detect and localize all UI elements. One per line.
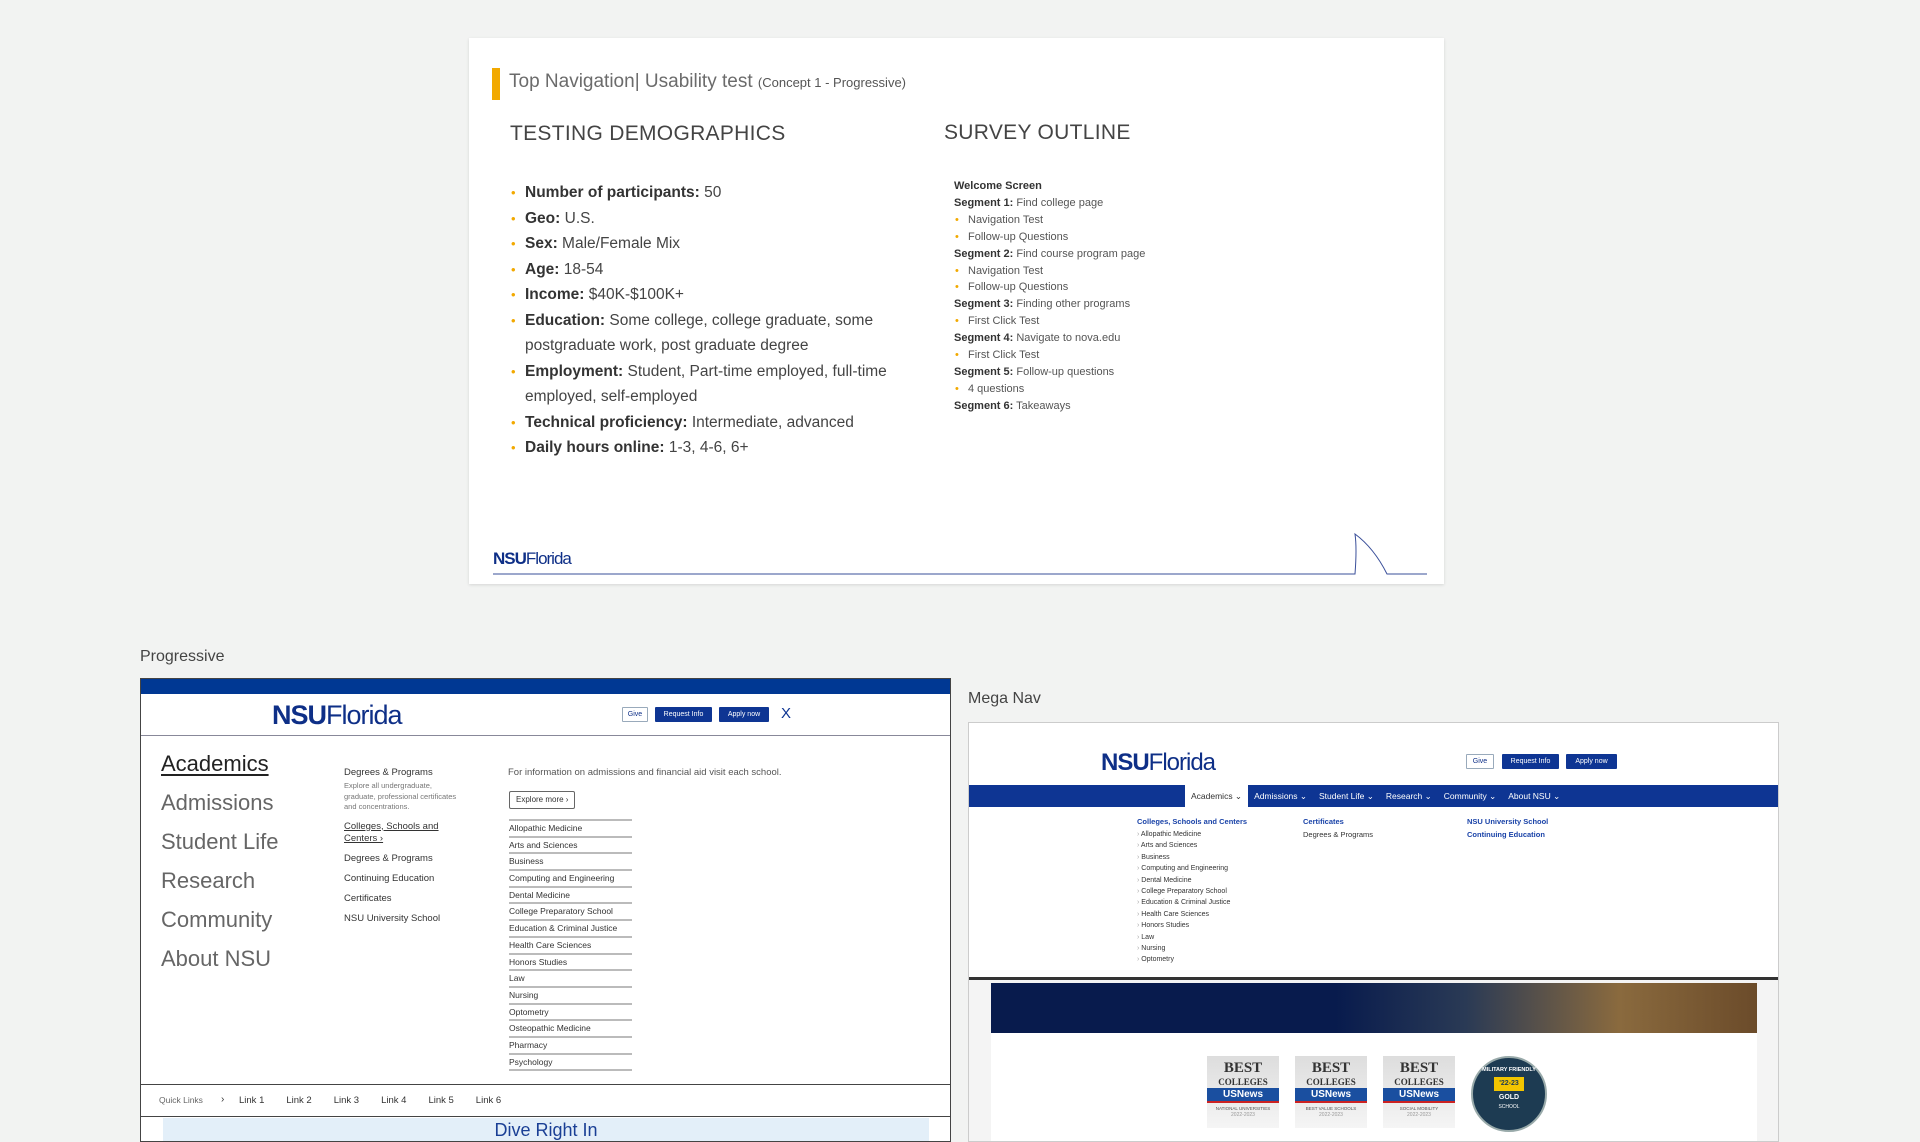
outline-item: [954, 279, 1145, 296]
outline-label: Segment 4:: [954, 332, 1014, 345]
demographic-value: 18-54: [559, 260, 604, 278]
nav-tab[interactable]: Student Life ⌄: [1319, 791, 1374, 801]
school-link[interactable]: Optometry: [509, 1005, 632, 1022]
school-link[interactable]: › Honors Studies: [1137, 921, 1230, 932]
awards-section: [991, 1033, 1757, 1142]
slide-title-text: Top Navigation| Usability test: [509, 71, 753, 92]
badge-year: 2022-2023: [1231, 1112, 1255, 1118]
main-nav-item-research[interactable]: Research: [161, 868, 256, 893]
school-link[interactable]: Osteopathic Medicine: [509, 1021, 632, 1038]
badge-top: BEST: [1311, 1060, 1351, 1076]
demographic-label: Income:: [525, 286, 585, 303]
submenu-link[interactable]: NSU University School: [344, 912, 441, 924]
info-text: For information on admissions and financial aid visit each school.: [508, 767, 782, 778]
demographic-value: Male/Female Mix: [557, 235, 681, 252]
submenu-link[interactable]: Continuing Education: [344, 872, 435, 884]
school-link[interactable]: › Optometry: [1137, 955, 1230, 966]
demographic-value: Student, Part-time employed, full-time employed, self-employed: [525, 362, 887, 405]
school-link[interactable]: Health Care Sciences: [509, 938, 632, 955]
badge-top: BEST: [1223, 1060, 1263, 1076]
submenu-column: [344, 767, 464, 933]
school-link[interactable]: › College Preparatory School: [1137, 887, 1230, 898]
mega-nav-label: Mega Nav: [968, 690, 1041, 707]
continuing-education-link[interactable]: Continuing Education: [1467, 830, 1545, 839]
slide-title: [509, 71, 906, 93]
badge-sub: NATIONAL UNIVERSITIES: [1215, 1106, 1271, 1111]
nav-tab[interactable]: Research ⌄: [1385, 791, 1432, 801]
top-nav-bar: [969, 785, 1779, 807]
demographics-list: [511, 180, 911, 461]
outline-value: Navigation Test: [968, 264, 1044, 277]
nav-tab[interactable]: Admissions ⌄: [1254, 791, 1308, 801]
military-friendly-badge: [1471, 1056, 1547, 1132]
site-header: [969, 723, 1779, 785]
main-nav-item-about-nsu[interactable]: About NSU: [161, 946, 272, 971]
outline-heading: SURVEY OUTLINE: [944, 121, 1131, 144]
badge-sub: SOCIAL MOBILITY: [1399, 1106, 1439, 1111]
school-link[interactable]: › Dental Medicine: [1137, 876, 1230, 887]
outline-item: [954, 263, 1145, 280]
school-link[interactable]: › Allopathic Medicine: [1137, 830, 1230, 841]
slide-title-note: (Concept 1 - Progressive): [757, 75, 907, 90]
submenu-links: [344, 821, 464, 925]
school-link[interactable]: › Nursing: [1137, 944, 1230, 955]
quick-link[interactable]: Link 6: [475, 1095, 502, 1106]
nav-tab[interactable]: About NSU ⌄: [1508, 791, 1561, 801]
logo-bold: NSU: [272, 700, 327, 730]
demographic-label: Number of participants:: [525, 184, 700, 201]
outline-value: Follow-up Questions: [968, 281, 1069, 294]
school-link[interactable]: Arts and Sciences: [509, 838, 632, 855]
outline-item: [954, 398, 1145, 415]
outline-item: [954, 313, 1145, 330]
badge-top: BEST: [1399, 1060, 1439, 1076]
outline-item: [954, 296, 1145, 313]
quick-link[interactable]: Link 5: [428, 1095, 454, 1106]
outline-value: 4 questions: [968, 382, 1025, 395]
badge-year: 2022-2023: [1407, 1112, 1431, 1118]
demographic-item: [511, 410, 911, 436]
title-accent-bar: [492, 68, 500, 100]
explore-more-button[interactable]: Explore more ›: [509, 791, 575, 809]
logo-bold: NSU: [493, 549, 526, 568]
badge-mid: COLLEGES: [1218, 1077, 1268, 1087]
main-nav-item-student-life[interactable]: Student Life: [161, 829, 279, 854]
badge-mid: COLLEGES: [1394, 1077, 1444, 1087]
military-badge-level: GOLD: [1498, 1094, 1520, 1101]
hero-reef-image: [991, 983, 1757, 1033]
nav-tab[interactable]: Academics ⌄: [1185, 785, 1248, 807]
demographic-label: Employment:: [525, 362, 624, 380]
school-link[interactable]: Computing and Engineering: [509, 871, 632, 888]
demographic-item: [511, 435, 911, 461]
outline-label: Segment 3:: [954, 298, 1014, 311]
outline-item: [954, 229, 1145, 246]
top-blue-bar: [141, 679, 951, 694]
main-nav-item-community[interactable]: Community: [161, 907, 273, 932]
quick-link[interactable]: Link 4: [381, 1095, 407, 1106]
school-link[interactable]: › Arts and Sciences: [1137, 841, 1230, 852]
demographic-value: Some college, college graduate, some postgraduate work, post graduate degree: [525, 311, 874, 354]
outline-value: Follow-up questions: [1013, 365, 1115, 378]
outline-value: Navigate to nova.edu: [1013, 332, 1121, 345]
quick-link[interactable]: Link 1: [239, 1095, 265, 1106]
school-link[interactable]: Psychology: [509, 1055, 632, 1072]
give-button[interactable]: Give: [622, 707, 648, 722]
apply-now-button[interactable]: Apply now: [1566, 754, 1617, 769]
us-news-badge: [1383, 1056, 1455, 1128]
badge-brand: USNews: [1383, 1088, 1455, 1103]
demographic-item: [511, 282, 911, 308]
demographic-item: [511, 359, 911, 410]
badge-sub: BEST VALUE SCHOOLS: [1305, 1106, 1357, 1111]
degrees-programs-link[interactable]: Degrees & Programs: [1303, 830, 1374, 839]
survey-outline-list: [954, 178, 1145, 415]
chevron-right-icon: ›: [221, 1094, 225, 1105]
outline-value: First Click Test: [968, 349, 1040, 362]
us-news-badge: [1207, 1056, 1279, 1128]
quick-links-bar: [141, 1084, 951, 1117]
us-news-badge: [1295, 1056, 1367, 1128]
schools-list: [1137, 830, 1230, 967]
demographic-value: $40K-$100K+: [584, 286, 684, 303]
outline-item: [954, 330, 1145, 347]
nsu-logo[interactable]: [1101, 749, 1215, 777]
quick-links-label: Quick Links: [159, 1095, 203, 1105]
main-nav-item-admissions[interactable]: Admissions: [161, 790, 274, 815]
demographic-label: Age:: [525, 260, 560, 278]
logo-light: Florida: [1148, 749, 1216, 776]
demographic-item: [511, 206, 911, 232]
logo-light: Florida: [525, 549, 571, 568]
certificates-link[interactable]: Certificates: [1303, 817, 1344, 826]
give-button[interactable]: Give: [1466, 754, 1494, 769]
submenu-description: Explore all undergraduate, graduate, professional certificates and concentrations.: [344, 781, 457, 811]
request-info-button[interactable]: Request Info: [655, 707, 712, 722]
outline-item: [954, 381, 1145, 398]
school-link[interactable]: › Law: [1137, 933, 1230, 944]
school-link[interactable]: › Computing and Engineering: [1137, 864, 1230, 875]
outline-label: Segment 6:: [954, 399, 1014, 412]
demographic-value: Intermediate, advanced: [687, 413, 854, 431]
school-link[interactable]: Allopathic Medicine: [509, 821, 632, 838]
outline-item: [954, 195, 1145, 212]
demographic-item: [511, 308, 911, 359]
outline-label: Segment 2:: [954, 247, 1014, 260]
school-link[interactable]: Pharmacy: [509, 1038, 632, 1055]
school-link[interactable]: Education & Criminal Justice: [509, 921, 632, 938]
demographic-item: [511, 231, 911, 257]
progressive-nav-mockup: [140, 678, 951, 1142]
military-badge-year: '22-23: [1494, 1077, 1524, 1091]
nav-tab[interactable]: Community ⌄: [1443, 791, 1497, 801]
school-link[interactable]: Dental Medicine: [509, 888, 632, 905]
school-link[interactable]: › Health Care Sciences: [1137, 910, 1230, 921]
demographics-heading: TESTING DEMOGRAPHICS: [510, 122, 786, 145]
demographic-item: [511, 257, 911, 283]
outline-value: Takeaways: [1013, 399, 1071, 412]
military-badge-bottom: SCHOOL: [1498, 1104, 1520, 1110]
nsu-logo[interactable]: [272, 700, 402, 731]
quick-links: [239, 1095, 523, 1107]
mega-nav-mockup: [968, 722, 1779, 1142]
submenu-link[interactable]: Colleges, Schools and Centers ›: [344, 820, 439, 844]
submenu-heading[interactable]: Degrees & Programs: [344, 767, 433, 778]
dive-right-in-banner: Dive Right In: [163, 1118, 929, 1142]
badge-brand: USNews: [1295, 1088, 1367, 1103]
demographic-label: Technical proficiency:: [525, 413, 688, 431]
badge-year: 2022-2023: [1319, 1112, 1343, 1118]
main-nav-item-academics[interactable]: Academics: [161, 751, 269, 776]
military-badge-ring: MILITARY FRIENDLY: [1482, 1067, 1536, 1073]
quick-link[interactable]: Link 2: [286, 1095, 312, 1106]
outline-item: [954, 178, 1145, 195]
demographic-label: Daily hours online:: [525, 439, 665, 456]
outline-item: [954, 212, 1145, 229]
outline-label: Segment 1:: [954, 196, 1014, 209]
badge-mid: COLLEGES: [1306, 1077, 1356, 1087]
footer-fin-line: [469, 528, 1444, 584]
demographic-label: Education:: [525, 311, 606, 329]
outline-value: Find course program page: [1013, 247, 1146, 260]
progressive-label: Progressive: [140, 648, 225, 665]
outline-label: Welcome Screen: [954, 180, 1042, 192]
outline-value: Navigation Test: [968, 213, 1044, 226]
outline-value: First Click Test: [968, 315, 1040, 328]
school-link[interactable]: › Business: [1137, 853, 1230, 864]
col1-heading[interactable]: Colleges, Schools and Centers: [1137, 817, 1248, 826]
outline-item: [954, 364, 1145, 381]
quick-link[interactable]: Link 3: [333, 1095, 360, 1106]
demographic-value: 50: [699, 184, 722, 201]
school-link[interactable]: College Preparatory School: [509, 904, 632, 921]
close-icon[interactable]: X: [781, 705, 792, 722]
school-link[interactable]: Business: [509, 854, 632, 871]
outline-value: Find college page: [1013, 196, 1104, 209]
school-link[interactable]: Honors Studies: [509, 955, 632, 972]
logo-bold: NSU: [1101, 749, 1149, 776]
submenu-link[interactable]: Degrees & Programs: [344, 852, 433, 864]
outline-item: [954, 347, 1145, 364]
outline-item: [954, 246, 1145, 263]
demographic-label: Sex:: [525, 235, 558, 252]
slide-preview: [469, 38, 1444, 584]
school-link[interactable]: › Education & Criminal Justice: [1137, 898, 1230, 909]
school-link[interactable]: Law: [509, 971, 632, 988]
demographic-value: 1-3, 4-6, 6+: [664, 439, 749, 456]
submenu-link[interactable]: Certificates: [344, 892, 392, 904]
outline-label: Segment 5:: [954, 365, 1014, 378]
schools-list: [509, 819, 632, 1071]
apply-now-button[interactable]: Apply now: [719, 707, 769, 722]
demographic-item: [511, 180, 911, 206]
university-school-link[interactable]: NSU University School: [1467, 817, 1549, 826]
outline-value: Follow-up Questions: [968, 230, 1069, 243]
outline-value: Finding other programs: [1013, 298, 1131, 311]
badge-brand: USNews: [1207, 1088, 1279, 1103]
mega-dropdown: [969, 807, 1779, 980]
demographic-value: U.S.: [560, 209, 595, 227]
demographic-label: Geo:: [525, 209, 561, 227]
site-header: [141, 694, 951, 736]
school-link[interactable]: Nursing: [509, 988, 632, 1005]
request-info-button[interactable]: Request Info: [1502, 754, 1559, 769]
logo-light: Florida: [326, 700, 402, 730]
